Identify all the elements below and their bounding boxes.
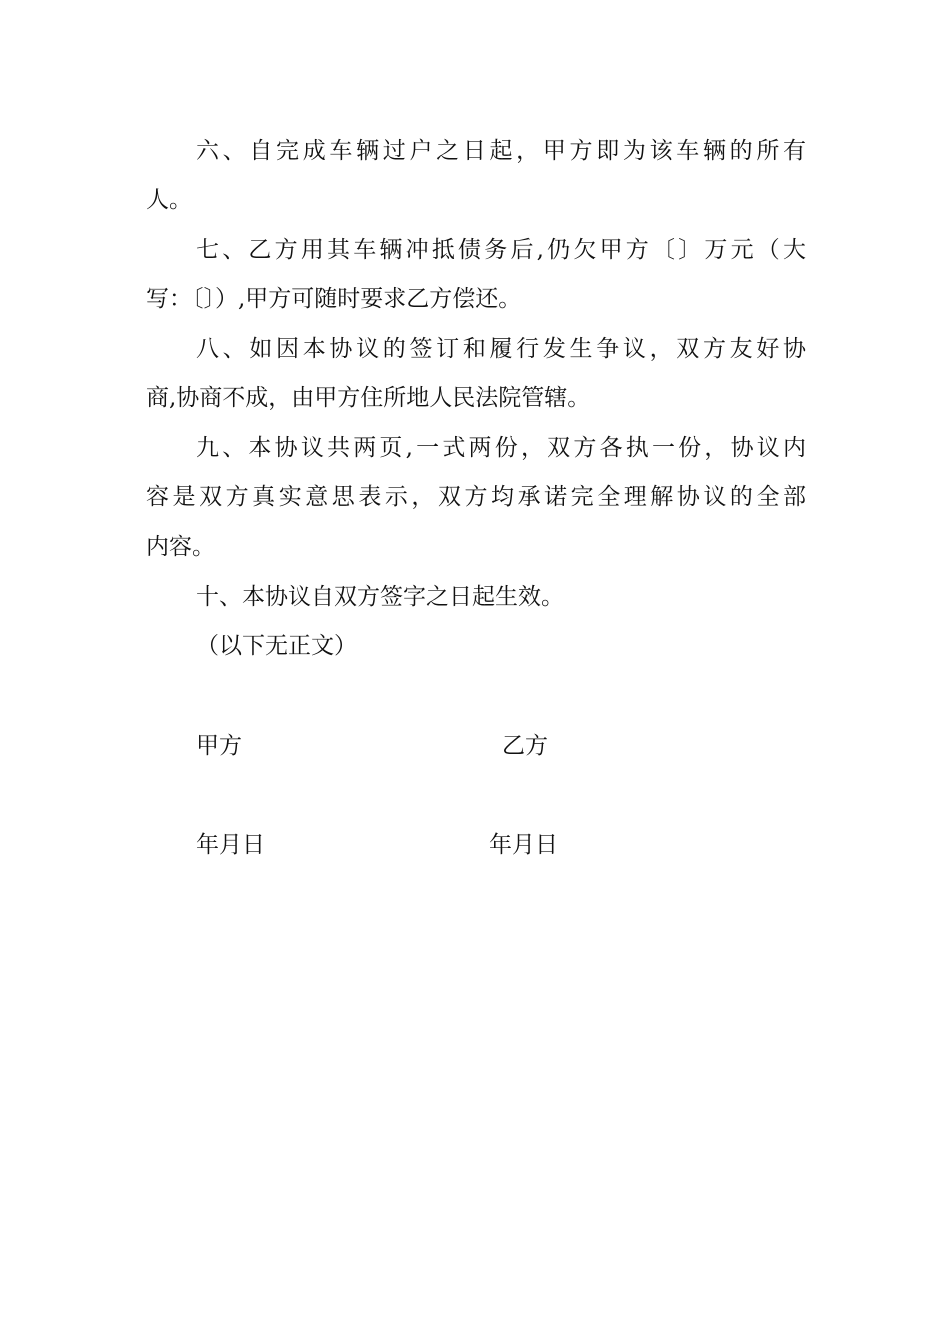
clause-eight-line-1: 八、如因本协议的签订和履行发生争议，双方友好协 [196, 336, 806, 362]
clause-six-line-1: 六、自完成车辆过户之日起，甲方即为该车辆的所有 [196, 138, 806, 164]
party-a-label: 甲方 [196, 733, 242, 759]
party-b-label: 乙方 [502, 733, 548, 759]
clause-nine-line-2: 容是双方真实意思表示，双方均承诺完全理解协议的全部 [146, 484, 806, 510]
clause-seven-line-2: 写：〔〕）,甲方可随时要求乙方偿还。 [146, 286, 522, 312]
party-a-date: 年月日 [196, 832, 265, 858]
clause-eight-line-2: 商,协商不成，由甲方住所地人民法院管辖。 [146, 385, 591, 411]
clause-ten-line-1: 十、本协议自双方签字之日起生效。 [196, 584, 564, 610]
party-b-date: 年月日 [489, 832, 558, 858]
clause-nine-line-1: 九、本协议共两页,一式两份，双方各执一份，协议内 [196, 435, 806, 461]
clause-nine-line-3: 内容。 [146, 534, 215, 560]
clause-six-line-2: 人。 [146, 187, 192, 213]
no-text-below-note: （以下无正文） [196, 633, 357, 659]
clause-seven-line-1: 七、乙方用其车辆冲抵债务后,仍欠甲方〔〕万元（大 [196, 237, 806, 263]
